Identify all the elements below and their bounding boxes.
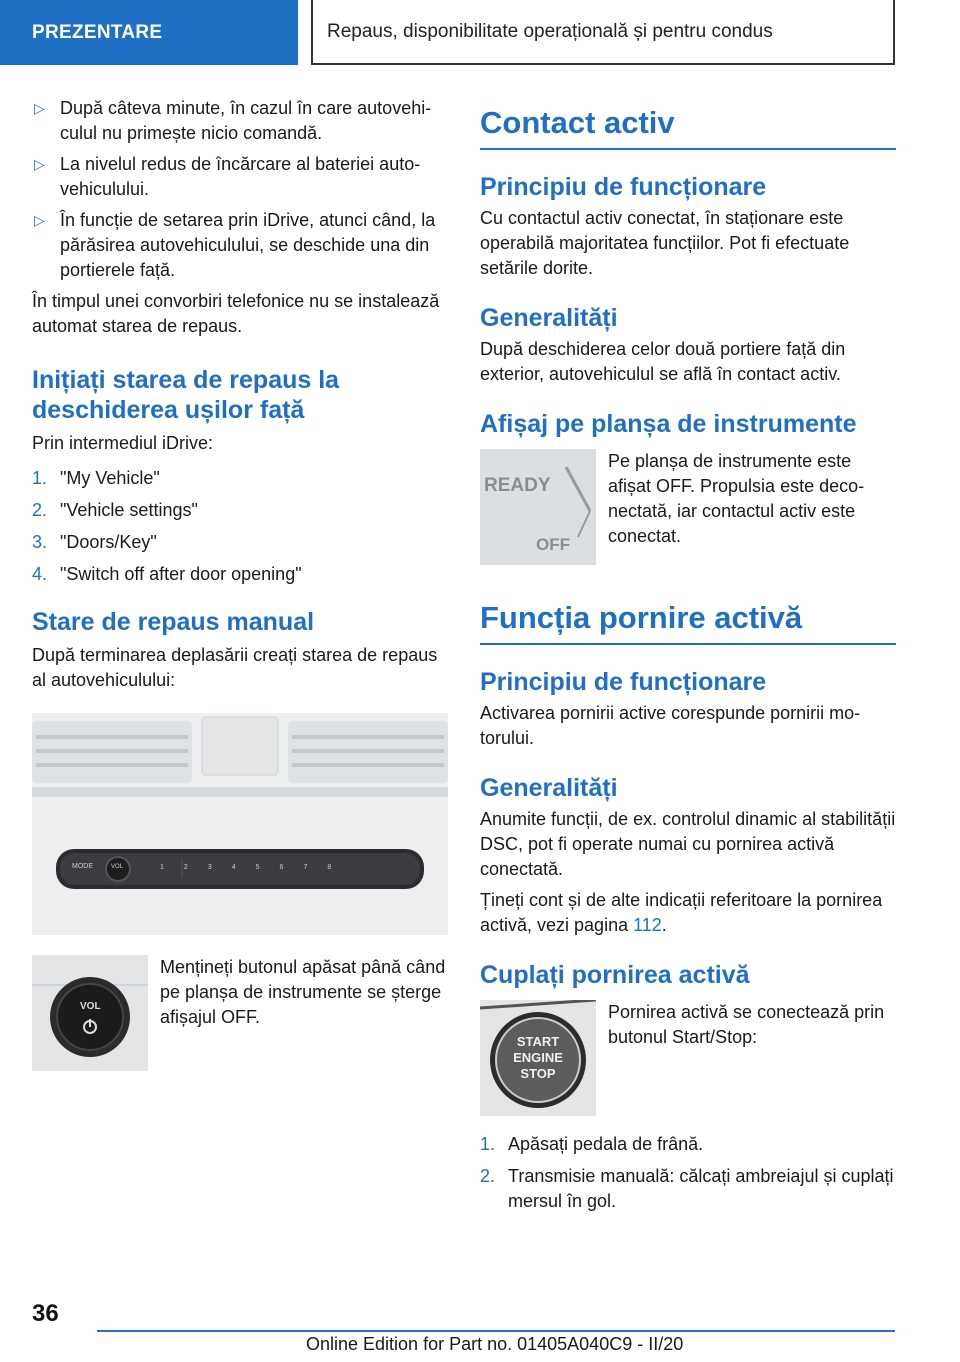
principle-2-text: Activarea pornirii active corespunde pornirii motorului. [480,703,861,748]
heading-principle-2: Principiu de funcționare [480,668,767,696]
list-item: 1. Apăsați pedala de frână. [480,1134,704,1154]
heading-general-2: Generalități [480,774,618,802]
console-presets [160,864,331,871]
heading-manual-sleep: Stare de repaus manual [32,608,315,636]
manual-sleep-text: După terminarea deplasării creați starea de repaus al autovehiculului: [32,645,438,690]
footer-divider [97,1330,895,1332]
list-item: 1. "My Vehicle" [32,468,160,488]
heading-contact-active: Contact activ [480,104,896,150]
preset-button: 5 [255,864,260,871]
reference-text: Țineți cont și de alte indicații referitoare la pornirea activă, vezi pagina 112. [480,890,883,935]
preset-button: 1 [160,864,164,871]
vol-knob-text: Mențineți butonul apăsat până când pe planșa de instrumente se șterge afișajul OFF. [160,957,446,1027]
preset-button: 8 [327,864,332,871]
right-column [480,104,896,1221]
list-item: 3. "Doors/Key" [32,532,157,552]
idrive-steps [32,466,448,587]
page-number: 36 [32,1300,59,1327]
console-mode-label: MODE [72,863,93,870]
start-button-text: START ENGINE STOP [513,1034,563,1081]
start-button-block [480,1000,896,1116]
section-tab [0,0,298,65]
heading-initiate-sleep: Inițiați starea de repaus la deschiderea ușilor față [32,366,340,424]
center-console-image [32,713,448,935]
vol-knob-block [32,955,448,1071]
start-button-image [480,1000,596,1116]
console-vol-label: VOL [111,864,124,870]
page-link[interactable]: 112 [633,915,662,935]
vol-knob-image [32,955,148,1071]
triangle-bullet-icon: ▷ [34,156,45,172]
ready-off-block [480,449,896,565]
general-1-text: După deschiderea celor două portiere față din exterior, autovehiculul se află în contact activ. [480,339,846,384]
heading-active-start: Funcția pornire activă [480,599,896,645]
off-label: OFF [536,535,570,554]
list-item: 2. "Vehicle settings" [32,500,198,520]
preset-button: 7 [303,864,308,871]
couple-steps [480,1132,896,1214]
ready-label: READY [484,475,551,496]
vol-knob-label: VOL [80,1001,101,1012]
preset-button: 2 [183,864,188,871]
instrument-display-text: Pe planșa de instrumente este afișat OFF. Propulsia este deconectată, iar contactul activ este conectat. [608,451,865,546]
triangle-bullet-icon: ▷ [34,212,45,228]
list-item: 4. "Switch off after door opening" [32,564,302,584]
heading-couple-start: Cuplați pornirea activă [480,961,750,989]
list-item: ▷ După câteva minute, în cazul în care autovehiculul nu primește nicio comandă. [34,98,432,143]
list-item: ▷ În funcție de setarea prin iDrive, atunci când, la părăsirea autovehiculului, se deschide una din portierele față. [34,210,436,280]
chapter-title-text: Repaus, disponibilitate operațională și pentru condus [327,20,773,42]
list-item: ▷ La nivelul redus de încărcare al bateriei autovehiculului. [34,154,421,199]
idrive-intro: Prin intermediul iDrive: [32,433,214,453]
section-tab-label: PREZENTARE [32,21,163,43]
heading-principle-1: Principiu de funcționare [480,173,767,201]
principle-1-text: Cu contactul activ conectat, în staționare este operabilă majoritatea funcțiilor. Pot fi efectuate setările dorite. [480,208,850,278]
triangle-bullet-icon: ▷ [34,100,45,116]
heading-general-1: Generalități [480,304,618,332]
left-column [32,96,448,1071]
general-2-text: Anumite funcții, de ex. controlul dinamic al stabilității DSC, pot fi operate numai cu pornirea activă conectată. [480,809,896,879]
sleep-conditions-list [32,96,448,283]
list-item: 2. Transmisie manuală: călcați ambreiajul și cuplați mersul în gol. [480,1166,894,1211]
chapter-title [311,0,895,65]
heading-instrument-display: Afișaj pe planșa de instrumente [480,410,857,438]
preset-button: 3 [207,864,212,871]
vol-knob-illustration [32,955,148,1071]
phone-call-note: În timpul unei convorbiri telefonice nu se instalează automat starea de repaus. [32,291,440,336]
preset-button: 6 [279,864,284,871]
preset-button: 4 [231,864,236,871]
ready-off-image [480,449,596,565]
couple-start-text: Pornirea activă se conectează prin butonul Start/Stop: [608,1002,885,1047]
edition-footer: Online Edition for Part no. 01405A040C9 - II/20 [306,1334,684,1354]
center-console-illustration [32,713,448,935]
